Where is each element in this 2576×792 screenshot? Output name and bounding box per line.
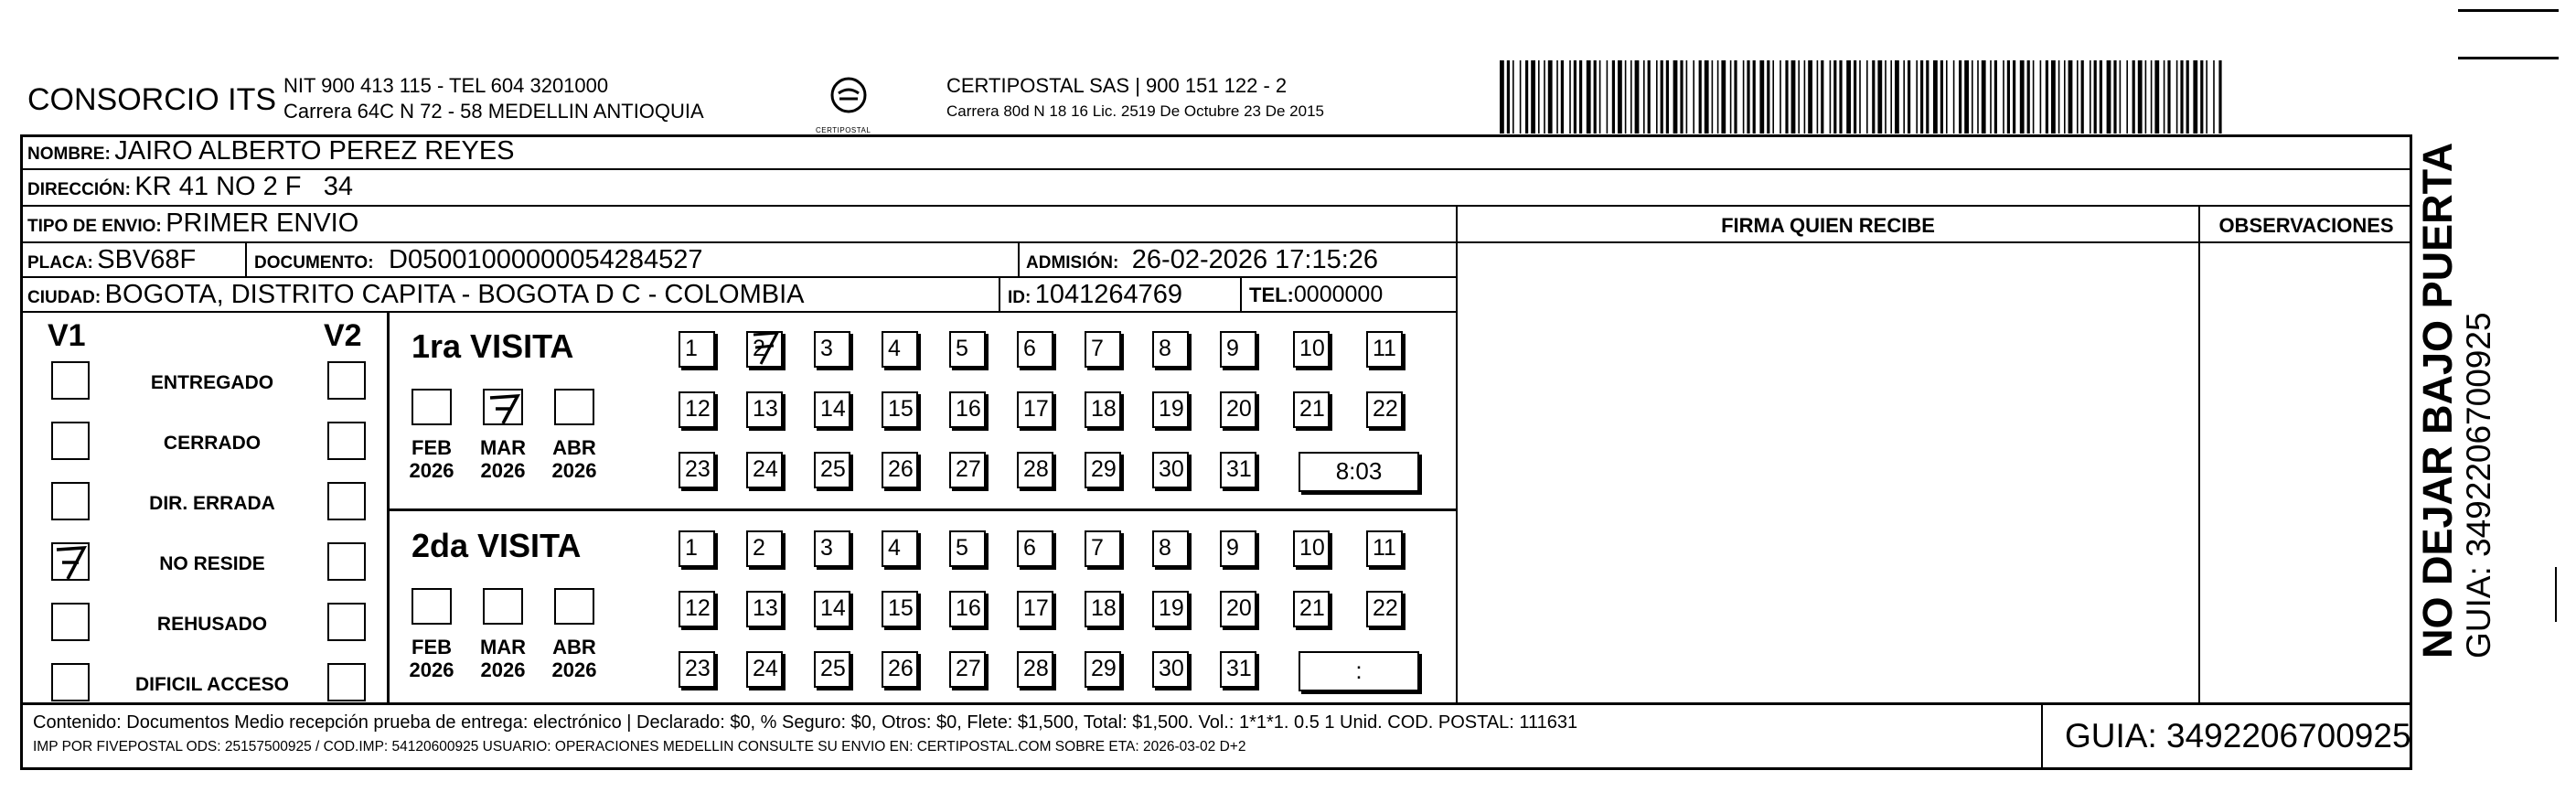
- month-name: ABR: [552, 436, 596, 459]
- day-number: 30: [1159, 456, 1184, 482]
- day-box[interactable]: [1220, 651, 1256, 688]
- day-box[interactable]: [1085, 591, 1121, 627]
- v1-checkbox[interactable]: [51, 663, 90, 701]
- day-number: 27: [956, 456, 981, 482]
- visit-title: 1ra VISITA: [412, 327, 574, 365]
- day-number: 20: [1226, 396, 1252, 422]
- day-number: 25: [820, 456, 846, 482]
- month-label: [403, 436, 460, 482]
- day-number: 9: [1226, 535, 1239, 561]
- check-mark-icon: [53, 544, 91, 583]
- day-number: 15: [888, 396, 914, 422]
- day-number: 7: [1091, 336, 1104, 361]
- day-box[interactable]: [814, 391, 850, 428]
- v1-checkbox[interactable]: [51, 542, 90, 581]
- reason-label: REHUSADO: [156, 614, 268, 635]
- month-label: [546, 436, 603, 482]
- month-name: FEB: [412, 436, 452, 459]
- day-number: 18: [1091, 595, 1117, 621]
- tel-value: 0000000: [1293, 282, 1384, 307]
- day-number: 3: [820, 336, 833, 361]
- id-label: ID:: [1008, 288, 1031, 307]
- day-box[interactable]: [679, 530, 715, 567]
- day-number: 5: [956, 336, 968, 361]
- observaciones-header: OBSERVACIONES: [2218, 214, 2394, 237]
- day-box[interactable]: [1152, 530, 1189, 567]
- reason-label: NO RESIDE: [159, 553, 265, 574]
- day-number: 6: [1023, 336, 1036, 361]
- day-number: 22: [1373, 396, 1398, 422]
- day-box[interactable]: [1152, 651, 1189, 688]
- check-mark-icon: [485, 391, 525, 427]
- day-number: 23: [685, 656, 711, 681]
- side-guia: GUIA: 3492206700925: [2460, 312, 2497, 658]
- corner-mark: [2458, 9, 2559, 12]
- day-number: 8: [1159, 336, 1171, 361]
- day-box[interactable]: [1017, 331, 1053, 368]
- time-box[interactable]: 8:03: [1299, 452, 1419, 492]
- v2-header: V2: [324, 318, 362, 353]
- row-divider: [20, 168, 2412, 170]
- month-checkbox[interactable]: [483, 389, 523, 425]
- v2-checkbox[interactable]: [327, 603, 366, 641]
- month-checkbox[interactable]: [483, 588, 523, 625]
- direccion-label: DIRECCIÓN:: [27, 180, 131, 199]
- day-number: 18: [1091, 396, 1117, 422]
- day-box[interactable]: [882, 391, 918, 428]
- month-checkbox[interactable]: [554, 588, 594, 625]
- v1-checkbox[interactable]: [51, 361, 90, 400]
- day-box[interactable]: [679, 651, 715, 688]
- month-year: 2026: [409, 658, 454, 681]
- day-box[interactable]: [679, 331, 715, 368]
- day-number: 7: [1091, 535, 1104, 561]
- day-box[interactable]: [1293, 331, 1330, 368]
- month-checkbox[interactable]: [412, 389, 452, 425]
- month-year: 2026: [551, 658, 597, 681]
- day-box[interactable]: [1293, 530, 1330, 567]
- placa-value: SBV68F: [97, 245, 197, 274]
- day-number: 10: [1299, 535, 1325, 561]
- column-divider: [2041, 704, 2043, 770]
- certipostal-logo-icon: [823, 71, 874, 123]
- day-box[interactable]: [949, 651, 986, 688]
- day-box[interactable]: [882, 651, 918, 688]
- day-number: 4: [888, 535, 901, 561]
- month-year: 2026: [480, 658, 526, 681]
- day-number: 13: [753, 396, 778, 422]
- day-box[interactable]: [1085, 452, 1121, 488]
- firma-header: FIRMA QUIEN RECIBE: [1721, 214, 1935, 237]
- day-mark-icon: [748, 329, 785, 366]
- reason-label: CERRADO: [163, 433, 262, 454]
- day-box[interactable]: [1017, 530, 1053, 567]
- row-divider: [20, 276, 1458, 278]
- address-line: Carrera 64C N 72 - 58 MEDELLIN ANTIOQUIA: [283, 100, 704, 123]
- day-number: 4: [888, 336, 901, 361]
- documento-row: [254, 245, 703, 275]
- day-number: 28: [1023, 656, 1049, 681]
- day-box[interactable]: [746, 530, 783, 567]
- day-box[interactable]: [1017, 452, 1053, 488]
- side-warning: NO DEJAR BAJO PUERTA: [2414, 142, 2461, 658]
- footer-content: Contenido: Documentos Medio recepción prueba de entrega: electrónico | Declarado: $0, % Seguro: $0, Otros: $0, Flete: $1,500, Total: $1,500. Vol.: 1*1*1. 0.5 1 Unid. COD. POSTAL: 111631: [33, 712, 1578, 733]
- day-number: 30: [1159, 656, 1184, 681]
- month-checkbox[interactable]: [554, 389, 594, 425]
- day-box[interactable]: [746, 651, 783, 688]
- month-name: FEB: [412, 636, 452, 658]
- day-number: 22: [1373, 595, 1398, 621]
- v2-checkbox[interactable]: [327, 663, 366, 701]
- day-number: 26: [888, 456, 914, 482]
- nit-line: NIT 900 413 115 - TEL 604 3201000: [283, 74, 609, 97]
- day-box[interactable]: [746, 391, 783, 428]
- day-number: 31: [1226, 656, 1252, 681]
- row-divider: [20, 311, 1458, 313]
- placa-label: PLACA:: [27, 253, 93, 273]
- id-value: 1041264769: [1034, 280, 1183, 309]
- day-box[interactable]: [746, 591, 783, 627]
- column-divider: [387, 311, 390, 702]
- day-box[interactable]: [1220, 591, 1256, 627]
- nombre-row: [27, 136, 515, 166]
- reason-label: DIR. ERRADA: [149, 493, 275, 514]
- id-row: [1008, 280, 1182, 310]
- ciudad-value: BOGOTA, DISTRITO CAPITA - BOGOTA D C - COLOMBIA: [104, 280, 805, 309]
- day-number: 11: [1373, 336, 1396, 361]
- cell-divider: [245, 241, 247, 276]
- day-number: 2: [753, 336, 765, 361]
- tipo-row: [27, 209, 358, 239]
- day-box[interactable]: [1017, 591, 1053, 627]
- nombre-value: JAIRO ALBERTO PEREZ REYES: [114, 136, 515, 166]
- day-number: 26: [888, 656, 914, 681]
- day-box[interactable]: [746, 452, 783, 488]
- day-number: 16: [956, 595, 981, 621]
- day-number: 14: [820, 595, 846, 621]
- month-name: MAR: [479, 436, 527, 459]
- tipo-value: PRIMER ENVIO: [166, 209, 359, 238]
- day-box[interactable]: [1220, 530, 1256, 567]
- day-box[interactable]: [1085, 651, 1121, 688]
- v1-checkbox[interactable]: [51, 482, 90, 520]
- day-number: 27: [956, 656, 981, 681]
- certi-line-1: CERTIPOSTAL SAS | 900 151 122 - 2: [946, 74, 1288, 97]
- day-box[interactable]: [949, 530, 986, 567]
- corner-mark: [2458, 57, 2559, 59]
- day-box[interactable]: [679, 391, 715, 428]
- day-box[interactable]: [1152, 331, 1189, 368]
- day-number: 13: [753, 595, 778, 621]
- day-number: 12: [685, 396, 711, 422]
- documento-label: DOCUMENTO:: [254, 253, 374, 273]
- footer-print-info: IMP POR FIVEPOSTAL ODS: 25157500925 / COD.IMP: 54120600925 USUARIO: OPERACIONES MEDELLIN CONSULTE SU ENVIO EN: CERTIPOSTAL.COM SOBRE ETA: 2026-03-02 D+2: [33, 739, 1246, 755]
- month-checkbox[interactable]: [412, 588, 452, 625]
- day-number: 23: [685, 456, 711, 482]
- day-box[interactable]: [1220, 331, 1256, 368]
- day-box[interactable]: [1366, 331, 1403, 368]
- visit-title: 2da VISITA: [412, 527, 582, 564]
- visit-divider: [389, 508, 1458, 511]
- day-box[interactable]: [814, 452, 850, 488]
- day-box[interactable]: [1152, 452, 1189, 488]
- day-number: 1: [685, 336, 698, 361]
- company-info: [283, 73, 704, 124]
- day-box[interactable]: [814, 651, 850, 688]
- day-number: 20: [1226, 595, 1252, 621]
- day-number: 29: [1091, 656, 1117, 681]
- day-box[interactable]: [1220, 452, 1256, 488]
- day-box[interactable]: [949, 331, 986, 368]
- day-number: 25: [820, 656, 846, 681]
- day-number: 10: [1299, 336, 1325, 361]
- day-box[interactable]: [1085, 391, 1121, 428]
- corner-mark: [2555, 567, 2557, 622]
- direccion-row: [27, 172, 353, 202]
- day-box[interactable]: [1152, 591, 1189, 627]
- day-box[interactable]: [1017, 391, 1053, 428]
- cell-divider: [1240, 276, 1242, 311]
- day-box[interactable]: [1366, 530, 1403, 567]
- month-label: [403, 636, 460, 681]
- day-box[interactable]: [882, 452, 918, 488]
- nombre-label: NOMBRE:: [27, 144, 111, 164]
- day-box[interactable]: [882, 591, 918, 627]
- ciudad-row: [27, 280, 805, 310]
- day-box[interactable]: [679, 452, 715, 488]
- day-number: 11: [1373, 535, 1396, 561]
- day-number: 21: [1299, 595, 1325, 621]
- day-box[interactable]: [814, 591, 850, 627]
- company-name: CONSORCIO ITS: [27, 82, 277, 117]
- row-divider: [20, 702, 2412, 705]
- month-name: MAR: [479, 636, 527, 658]
- v2-checkbox[interactable]: [327, 542, 366, 581]
- admision-label: ADMISIÓN:: [1026, 253, 1119, 273]
- day-number: 31: [1226, 456, 1252, 482]
- day-box[interactable]: [814, 331, 850, 368]
- day-number: 15: [888, 595, 914, 621]
- time-box[interactable]: :: [1299, 651, 1419, 691]
- month-label: [546, 636, 603, 681]
- day-number: 3: [820, 535, 833, 561]
- day-number: 17: [1023, 595, 1049, 621]
- guia-number: GUIA: 3492206700925: [2065, 717, 2411, 755]
- month-label: [475, 636, 531, 681]
- reason-label: DIFICIL ACCESO: [134, 674, 289, 695]
- day-number: 9: [1226, 336, 1239, 361]
- month-year: 2026: [409, 459, 454, 482]
- day-number: 2: [753, 535, 765, 561]
- day-number: 12: [685, 595, 711, 621]
- day-number: 28: [1023, 456, 1049, 482]
- day-box[interactable]: [1152, 391, 1189, 428]
- day-number: 19: [1159, 396, 1184, 422]
- v2-checkbox[interactable]: [327, 422, 366, 460]
- day-number: 21: [1299, 396, 1325, 422]
- day-box[interactable]: [814, 530, 850, 567]
- cell-divider: [1018, 241, 1020, 276]
- tel-row: [1249, 282, 1383, 308]
- month-year: 2026: [551, 459, 597, 482]
- certi-line-2: Carrera 80d N 18 16 Lic. 2519 De Octubre 23 De 2015: [946, 102, 1324, 120]
- cell-divider: [999, 276, 1000, 311]
- day-number: 14: [820, 396, 846, 422]
- column-divider: [2198, 205, 2200, 702]
- day-box[interactable]: [1085, 331, 1121, 368]
- column-divider: [1456, 205, 1458, 702]
- month-name: ABR: [552, 636, 596, 658]
- v2-checkbox[interactable]: [327, 482, 366, 520]
- admision-value: 26-02-2026 17:15:26: [1131, 245, 1379, 274]
- day-box[interactable]: [949, 452, 986, 488]
- day-number: 24: [753, 456, 778, 482]
- day-box[interactable]: [882, 331, 918, 368]
- v1-checkbox[interactable]: [51, 422, 90, 460]
- day-number: 29: [1091, 456, 1117, 482]
- day-number: 8: [1159, 535, 1171, 561]
- row-divider: [20, 205, 2412, 207]
- documento-value: D05001000000054284527: [389, 245, 703, 274]
- day-number: 6: [1023, 535, 1036, 561]
- day-number: 1: [685, 535, 698, 561]
- day-box[interactable]: [1366, 591, 1403, 627]
- day-box[interactable]: [949, 591, 986, 627]
- direccion-value: KR 41 NO 2 F 34: [134, 172, 353, 201]
- barcode: [1500, 60, 2224, 134]
- tipo-label: TIPO DE ENVIO:: [27, 217, 162, 236]
- day-box[interactable]: [949, 391, 986, 428]
- day-box[interactable]: [1293, 391, 1330, 428]
- certipostal-info: [946, 73, 1324, 124]
- admision-row: [1026, 245, 1378, 275]
- day-number: 16: [956, 396, 981, 422]
- month-label: [475, 436, 531, 482]
- day-number: 5: [956, 535, 968, 561]
- day-box[interactable]: [1085, 530, 1121, 567]
- v1-header: V1: [48, 318, 86, 353]
- logo-caption: CERTIPOSTAL: [816, 126, 871, 134]
- ciudad-label: CIUDAD:: [27, 288, 102, 307]
- day-box[interactable]: [1017, 651, 1053, 688]
- v1-checkbox[interactable]: [51, 603, 90, 641]
- day-box[interactable]: [882, 530, 918, 567]
- reason-label: ENTREGADO: [150, 372, 274, 393]
- day-box[interactable]: [746, 331, 783, 368]
- day-number: 24: [753, 656, 778, 681]
- day-number: 19: [1159, 595, 1184, 621]
- row-divider: [20, 241, 2412, 243]
- day-box[interactable]: [1220, 391, 1256, 428]
- placa-row: [27, 245, 196, 275]
- day-box[interactable]: [1293, 591, 1330, 627]
- month-year: 2026: [480, 459, 526, 482]
- day-box[interactable]: [1366, 391, 1403, 428]
- v2-checkbox[interactable]: [327, 361, 366, 400]
- day-box[interactable]: [679, 591, 715, 627]
- tel-label: TEL:: [1249, 284, 1294, 306]
- day-number: 17: [1023, 396, 1049, 422]
